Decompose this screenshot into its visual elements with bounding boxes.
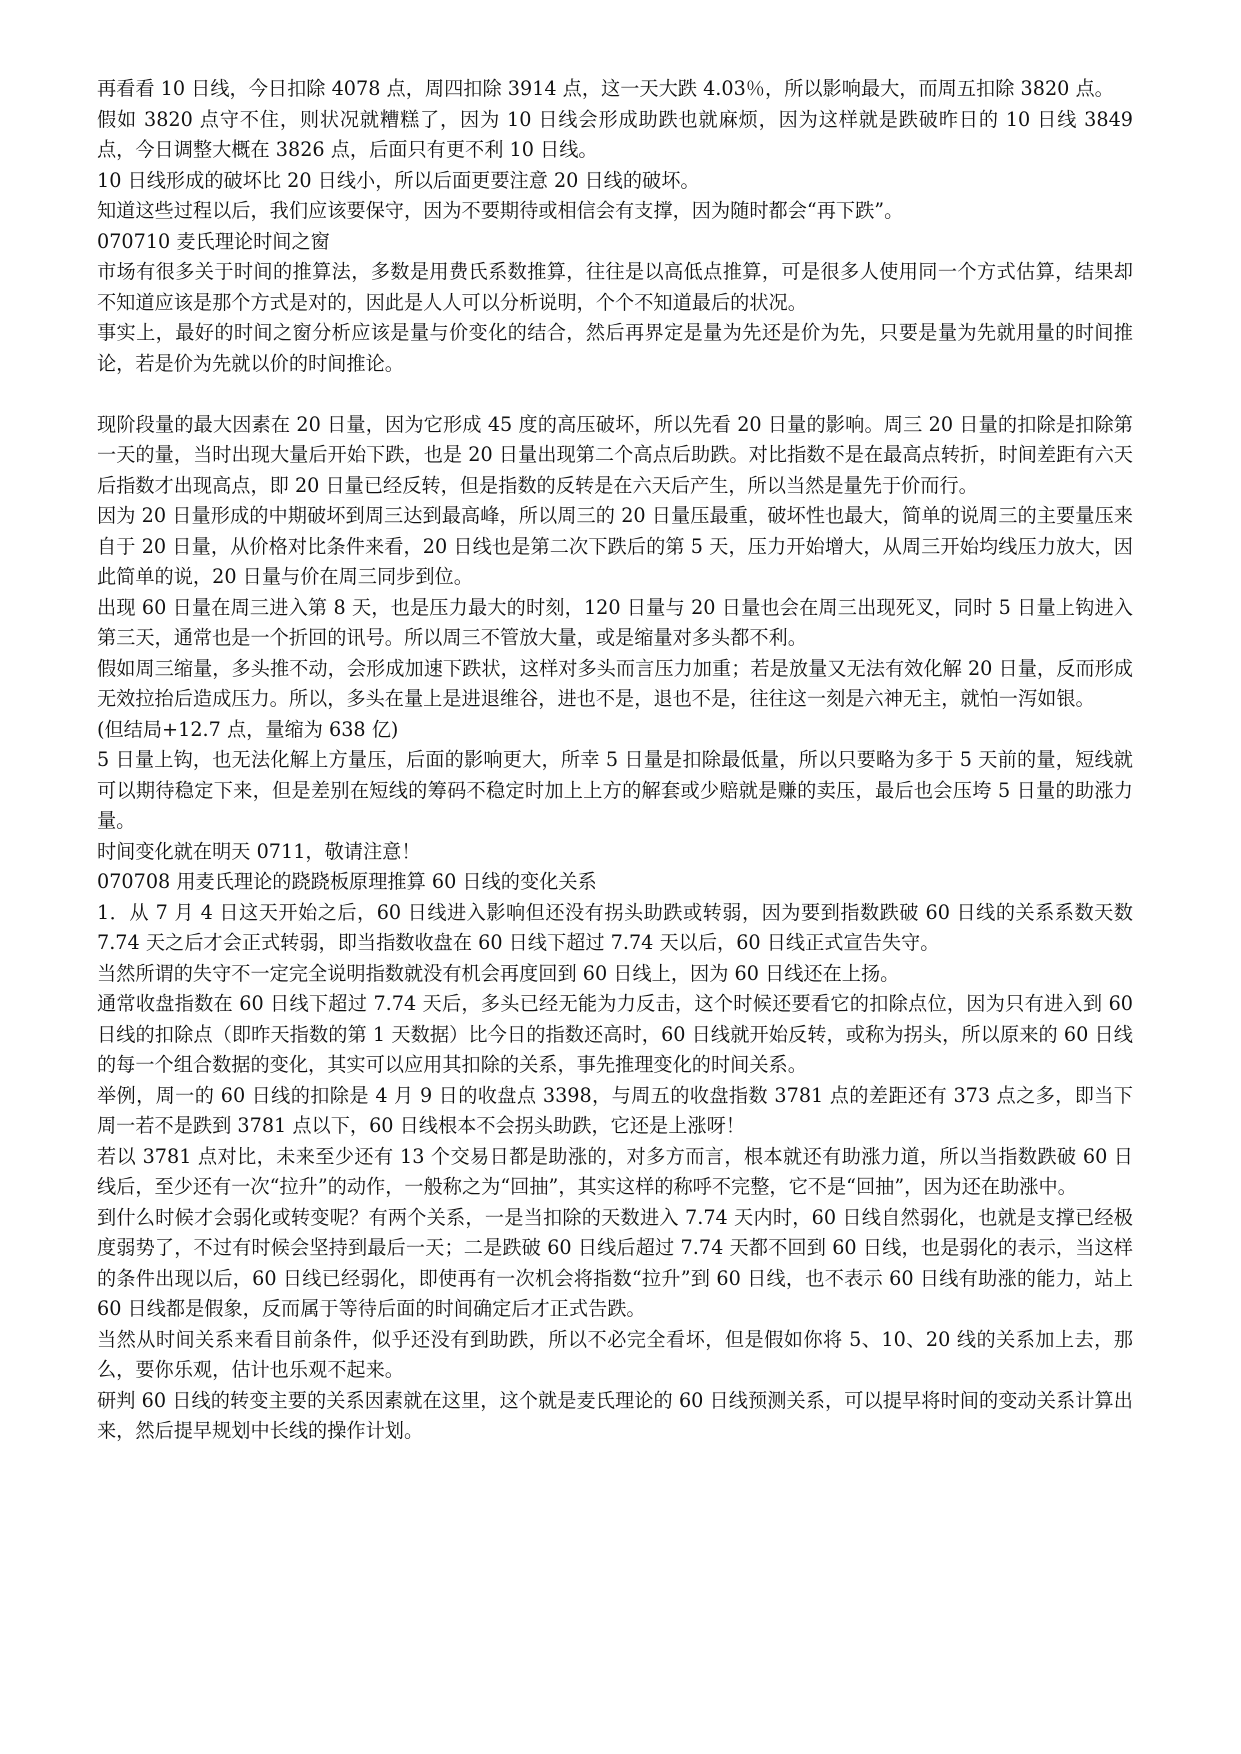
document-page [97,74,1133,1447]
paragraph-time-calculation: 市场有很多关于时间的推算法，多数是用费氏系数推算，往往是以高低点推算，可是很多人使用同一个方式估算，结果却不知道应该是那个方式是对的，因此是人人可以分析说明，个个不知道最后的状况。 [97,260,1133,314]
paragraph-wednesday-shrink: 假如周三缩量，多头推不动，会形成加速下跌状，这样对多头而言压力加重；若是放量又无法有效化解 20 日量，反而形成无效拉抬后造成压力。所以，多头在量上是进退维谷，进也不是，退也不是，往往这一刻是六神无主，就怕一泻如银。 [97,656,1133,710]
paragraph-conclusion: 研判 60 日线的转变主要的关系因素就在这里，这个就是麦氏理论的 60 日线预测关系，可以提早将时间的变动关系计算出来，然后提早规划中长线的操作计划。 [97,1388,1133,1442]
paragraph-weakening: 到什么时候才会弱化或转变呢？有两个关系，一是当扣除的天数进入 7.74 天内时，60 日线自然弱化，也就是支撑已经极度弱势了，不过有时候会坚持到最后一天；二是跌破 60 日线后超过 7.74 天都不回到 60 日线，也是弱化的表示，当这样的条件出现以后，60 日线已经弱化，即使再有一次机会将指数“拉升”到 60 日线，也不表示 60 日线有助涨的能力，站上 60 日线都是假象，反而属于等待后面的时间确定后才正式告跌。 [97,1205,1133,1320]
paragraph-20-day-volume: 现阶段量的最大因素在 20 日量，因为它形成 45 度的高压破坏，所以先看 20 日量的影响。周三 20 日量的扣除是扣除第一天的量，当时出现大量后开始下跌，也是 20 日量出现第二个高点后助跌。对比指数不是在最高点转折，时间差距有六天后指数才出现高点，即 20 日量已经反转，但是指数的反转是在六天后产生，所以当然是量先于价而行。 [97,412,1133,497]
paragraph-time-window: 事实上，最好的时间之窗分析应该是量与价变化的结合，然后再界定是量为先还是价为先，只要是量为先就用量的时间推论，若是价为先就以价的时间推论。 [97,321,1133,375]
paragraph-deduction-point: 通常收盘指数在 60 日线下超过 7.74 天后，多头已经无能为力反击，这个时候还要看它的扣除点位，因为只有进入到 60 日线的扣除点（即昨天指数的第 1 天数据）比今日的指数还高时，60 日线就开始反转，或称为拐头，所以原来的 60 日线的每一个组合数据的变化，其实可以应用其扣除的关系，事先推理变化的时间关系。 [97,992,1133,1076]
paragraph-result-note: (但结局+12.7 点，量缩为 638 亿) [97,717,399,741]
paragraph-example-monday: 举例，周一的 60 日线的扣除是 4 月 9 日的收盘点 3398，与周五的收盘指数 3781 点的差距还有 373 点之多，即当下周一若不是跌到 3781 点以下，60 日线根本不会拐头助跌，它还是上涨呀！ [97,1083,1133,1137]
blank-line [97,379,1133,410]
paragraph-10-vs-20-day: 10 日线形成的破坏比 20 日线小，所以后面更要注意 20 日线的破坏。 [97,168,700,192]
paragraph-10-day-line: 再看看 10 日线，今日扣除 4078 点，周四扣除 3914 点，这一天大跌 4.03％，所以影响最大，而周五扣除 3820 点。 [97,77,1114,100]
paragraph-stay-conservative: 知道这些过程以后，我们应该要保守，因为不要期待或相信会有支撑，因为随时都会“再下跌”。 [97,199,904,222]
paragraph-current-conditions: 当然从时间关系来看目前条件，似乎还没有到助跌，所以不必完全看坏，但是假如你将 5、10、20 线的关系加上去，那么，要你乐观，估计也乐观不起来。 [97,1327,1133,1381]
paragraph-3820-support: 假如 3820 点守不住，则状况就糟糕了，因为 10 日线会形成助跌也就麻烦，因为这样就是跌破昨日的 10 日线 3849 点，今日调整大概在 3826 点，后面只有更不利 10 日线。 [97,107,1133,161]
section-heading-070708: 070708 用麦氏理论的跷跷板原理推算 60 日线的变化关系 [97,870,597,893]
paragraph-3781-comparison: 若以 3781 点对比，未来至少还有 13 个交易日都是助涨的，对多方而言，根本就还有助涨力道，所以当指数跌破 60 日线后，至少还有一次“拉升”的动作，一般称之为“回抽”，其实这样的称呼不完整，它不是“回抽”，因为还在助涨中。 [97,1144,1133,1198]
section-heading-070710: 070710 麦氏理论时间之窗 [97,229,330,253]
paragraph-point-1: 1．从 7 月 4 日这天开始之后，60 日线进入影响但还没有拐头助跌或转弱，因为要到指数跌破 60 日线的关系系数天数 7.74 天之后才会正式转弱，即当指数收盘在 60 日线下超过 7.74 天以后，60 日线正式宣告失守。 [97,900,1133,954]
paragraph-wednesday-peak: 因为 20 日量形成的中期破坏到周三达到最高峰，所以周三的 20 日量压最重，破坏性也最大，简单的说周三的主要量压来自于 20 日量，从价格对比条件来看，20 日线也是第二次下跌后的第 5 天，压力开始增大，从周三开始均线压力放大，因此简单的说，20 日量与价在周三同步到位。 [97,504,1133,588]
paragraph-time-change-0711: 时间变化就在明天 0711，敬请注意！ [97,839,421,863]
paragraph-60-day-volume: 出现 60 日量在周三进入第 8 天，也是压力最大的时刻，120 日量与 20 日量也会在周三出现死叉，同时 5 日量上钩进入第三天，通常也是一个折回的讯号。所以周三不管放大量，或是缩量对多头都不利。 [97,595,1133,649]
paragraph-loss-of-support: 当然所谓的失守不一定完全说明指数就没有机会再度回到 60 日线上，因为 60 日线还在上扬。 [97,961,900,985]
paragraph-5-day-volume: 5 日量上钩，也无法化解上方量压，后面的影响更大，所幸 5 日量是扣除最低量，所以只要略为多于 5 天前的量，短线就可以期待稳定下来，但是差别在短线的筹码不稳定时加上上方的解套或少赔就是赚的卖压，最后也会压垮 5 日量的助涨力量。 [97,748,1133,832]
